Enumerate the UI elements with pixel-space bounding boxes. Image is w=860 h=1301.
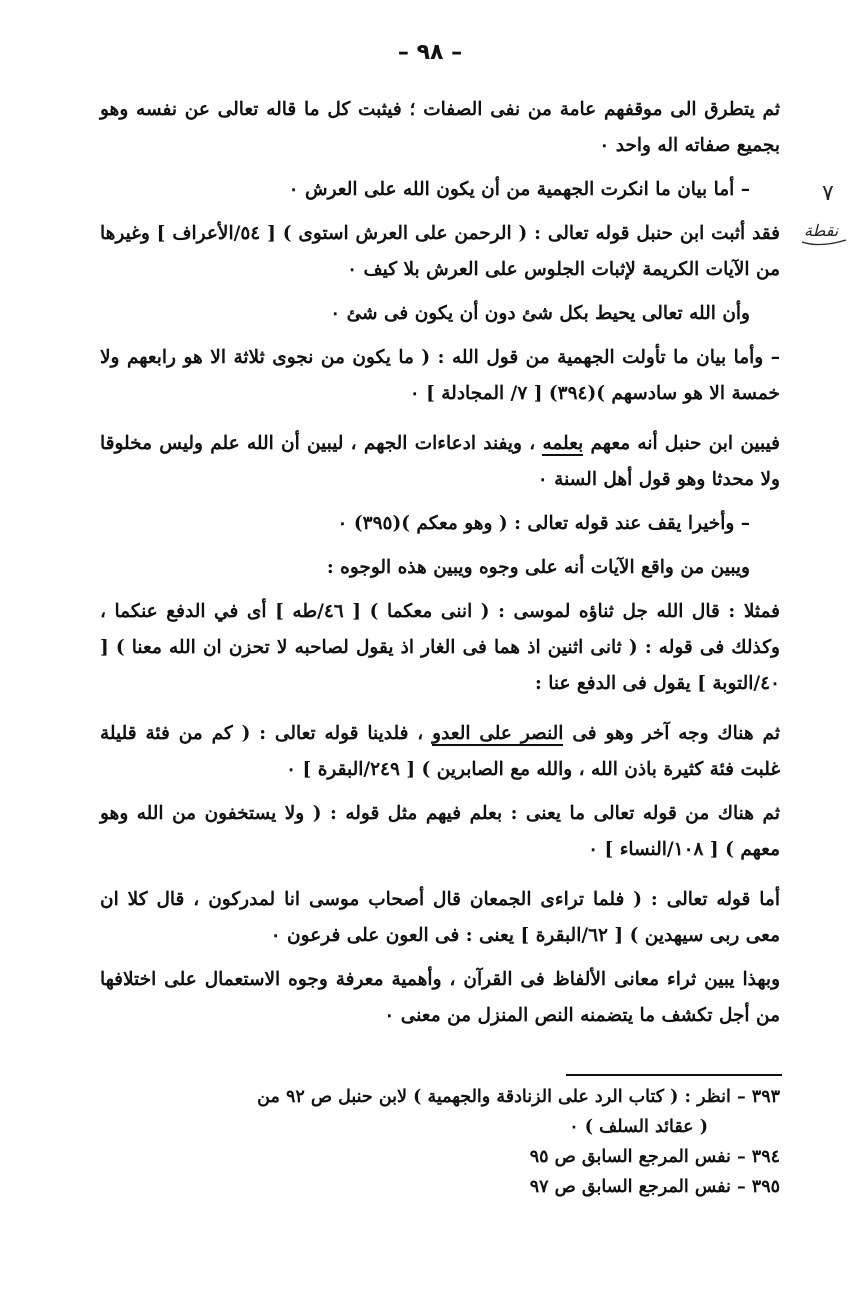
handwritten-note-icon: [800, 176, 850, 256]
paragraph-5: – وأما بيان ما تأولت الجهمية من قول الله : ( ما يكون من نجوى ثلاثة الا هو رابعهم ولا خمسة الا هو سادسهم )(٣٩٤) [ ٧/ المجادلة ] ٠: [100, 347, 780, 404]
footnotes: [100, 1082, 780, 1202]
footnote-395: ٣٩٥ – نفس المرجع السابق ص ٩٧: [529, 1177, 780, 1197]
paragraph-2: – أما بيان ما انكرت الجهمية من أن يكون الله على العرش ٠: [288, 179, 750, 200]
underlined-phrase-bielmihi: بعلمه: [542, 433, 584, 454]
paragraph-3: فقد أثبت ابن حنبل قوله تعالى : ( الرحمن على العرش استوى ) [ ٥٤/الأعراف ] وغيرها من الآيات الكريمة لإثبات الجلوس على العرش بلا كيف ٠: [100, 223, 780, 280]
paragraph-1: ثم يتطرق الى موقفهم عامة من نفى الصفات ؛ فيثبت كل ما قاله تعالى عن نفسه وهو بجميع صفاته اله واحد ٠: [100, 99, 780, 156]
paragraph-10-after: ، فلدينا قوله تعالى : ( كم من فئة قليلة غلبت فئة كثيرة باذن الله ، والله مع الصابرين ) [ ٢٤٩/البقرة ] ٠: [100, 723, 780, 780]
paragraph-12: أما قوله تعالى : ( فلما تراءى الجمعان قال أصحاب موسى انا لمدركون ، قال كلا ان معى ربى سيهدين ) [ ٦٢/البقرة ] يعنى : فى العون على فرعون ٠: [100, 889, 780, 946]
footnote-393: ٣٩٣ – انظر : ( كتاب الرد على الزنادقة والجهمية ) لابن حنبل ص ٩٢ من: [257, 1087, 780, 1107]
margin-mark: ٧: [822, 181, 834, 206]
paragraph-8: ويبين من واقع الآيات أنه على وجوه ويبين هذه الوجوه :: [326, 557, 750, 578]
page-number: – ٩٨ –: [397, 40, 463, 65]
paragraph-6-after: ، ويفند ادعاءات الجهم ، ليبين أن الله علم وليس مخلوقا ولا محدثا وهو قول أهل السنة ٠: [100, 433, 780, 490]
footnote-394: ٣٩٤ – نفس المرجع السابق ص ٩٥: [529, 1147, 780, 1167]
paragraph-7: – وأخيرا يقف عند قوله تعالى : ( وهو معكم )(٣٩٥) ٠: [337, 513, 750, 534]
margin-word: نقطة: [804, 221, 839, 240]
footnote-divider: [566, 1074, 782, 1076]
paragraph-13: وبهذا يبين ثراء معانى الألفاظ فى القرآن ، وأهمية معرفة وجوه الاستعمال على اختلافها من أجل تكشف ما يتضمنه النص المنزل من معنى ٠: [100, 969, 780, 1026]
footnote-393-continued: ( عقائد السلف ) ٠: [569, 1117, 708, 1137]
paragraph-4: وأن الله تعالى يحيط بكل شئ دون أن يكون فى شئ ٠: [330, 303, 750, 324]
main-body: [100, 92, 780, 1042]
paragraph-10: [100, 716, 780, 788]
paragraph-6-before: فيبين ابن حنبل أنه معهم: [583, 433, 780, 454]
paragraph-10-before: ثم هناك وجه آخر وهو فى: [563, 723, 780, 744]
underlined-phrase-nasr: النصر على العدو: [432, 723, 564, 744]
margin-annotation: [800, 176, 850, 256]
paragraph-9: فمثلا : قال الله جل ثناؤه لموسى : ( اننى معكما ) [ ٤٦/طه ] أى في الدفع عنكما ، وكذلك فى قوله : ( ثانى اثنين اذ هما فى الغار اذ يقول لصاحبه لا تحزن ان الله معنا ) [ ٤٠/التوبة ] يقول فى الدفع عنا :: [100, 601, 780, 694]
paragraph-6: [100, 426, 780, 498]
paragraph-11: ثم هناك من قوله تعالى ما يعنى : بعلم فيهم مثل قوله : ( ولا يستخفون من الله وهو معهم ) [ ١٠٨/النساء ] ٠: [100, 803, 780, 860]
